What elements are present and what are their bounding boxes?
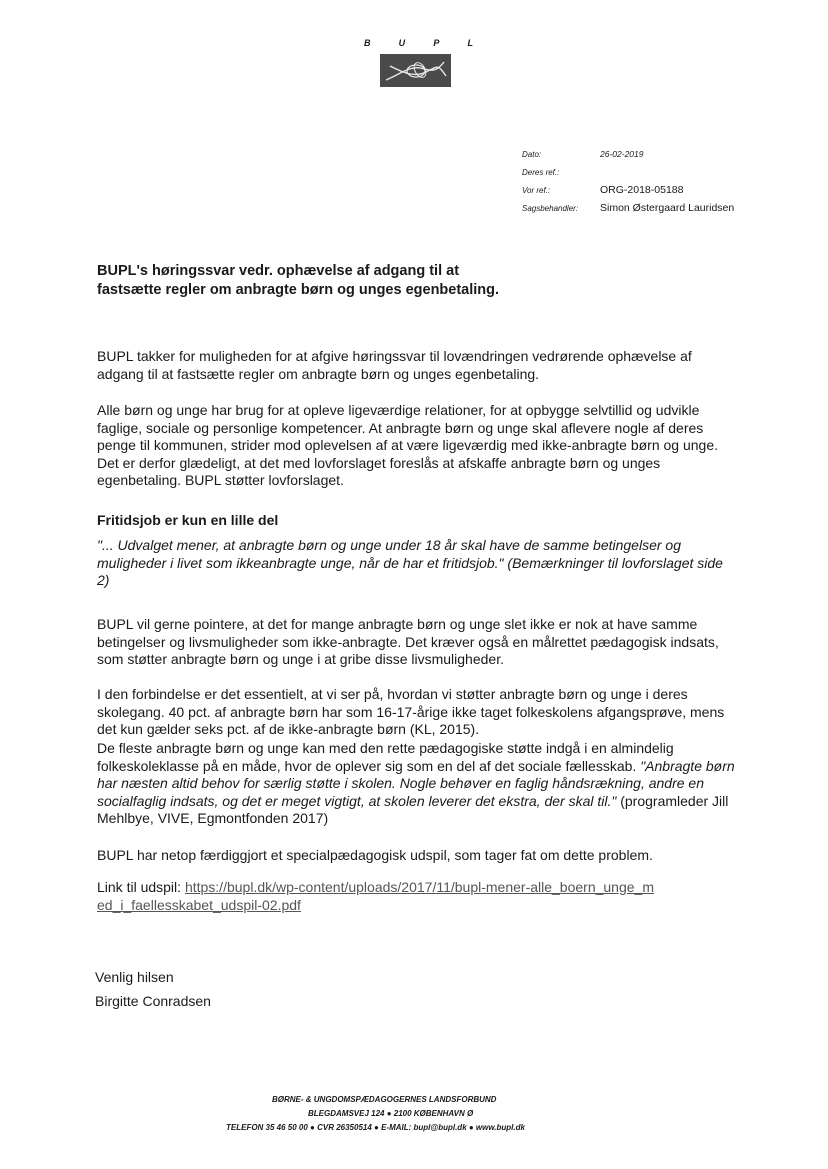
document-title: BUPL's høringssvar vedr. ophævelse af adgang til at fastsætte regler om anbragte børn og unges egenbetaling. xyxy=(97,263,500,298)
intro-paragraph: BUPL takker for muligheden for at afgive høringssvar til lovændringen vedrørende ophævelse af adgang til at fastsætte regler om anbragte børn og unges egenbetaling. xyxy=(97,348,692,382)
meta-label: Deres ref.: xyxy=(522,167,560,177)
logo-letters xyxy=(364,38,474,48)
meta-our-ref xyxy=(522,181,734,199)
classroom-quote: "Anbragte børn har næsten altid behov for særlig støtte i skolen. Nogle behøver en faglig håndsrækning, andre en socialfaglig indsats, og det er meget vigtigt, at skolen leverer det ekstra, der skal til." xyxy=(97,757,735,809)
meta-case-handler xyxy=(522,199,734,217)
greeting: Venlig hilsen xyxy=(95,969,174,985)
meta-value: 26-02-2019 xyxy=(600,149,644,159)
meta-label: Dato: xyxy=(522,149,542,159)
paragraph-proposal: BUPL har netop færdiggjort et specialpædagogisk udspil, som tager fat om dette problem. xyxy=(97,847,653,863)
section-heading: Fritidsjob er kun en lille del xyxy=(97,512,279,528)
logo-letter-l: L xyxy=(467,38,474,48)
meta-their-ref xyxy=(522,163,734,181)
meta-label: Sagsbehandler: xyxy=(522,203,579,213)
footer-org-name: BØRNE- & UNGDOMSPÆDAGOGERNES LANDSFORBUND xyxy=(272,1095,497,1104)
logo-letter-p: P xyxy=(433,38,441,48)
classroom-text: De fleste anbragte børn og unge kan med den rette pædagogiske støtte indgå i en almindelig folkeskoleklasse på en måde, hvor de oplever sig som en del af det sociale fællesskab. xyxy=(97,740,674,774)
paragraph-classroom xyxy=(97,740,737,828)
footer-address: BLEGDAMSVEJ 124 ● 2100 KØBENHAVN Ø xyxy=(308,1109,474,1118)
meta-value: ORG-2018-05188 xyxy=(600,184,684,196)
meta-label: Vor ref.: xyxy=(522,185,551,195)
signer-name: Birgitte Conradsen xyxy=(95,993,211,1009)
link-paragraph xyxy=(97,879,657,914)
paragraph-equality: Alle børn og unge har brug for at opleve ligeværdige relationer, for at opbygge selvtillid og udvikle faglige, sociale og personlige kompetencer. At anbragte børn og unge skal aflevere nogle af deres penge til kommunen, strider mod oplevelsen af at være ligeværdig med ikke-anbragte børn og unge. Det er derfor glædeligt, at det med lovforslaget foreslås at afskaffe anbragte børn og unges egenbetaling. BUPL støtter lovforslaget. xyxy=(97,402,718,488)
proposal-link[interactable]: https://bupl.dk/wp-content/uploads/2017/11/bupl-mener-alle_boern_unge_med_i_faellesskabet_udspil-02.pdf xyxy=(97,879,654,913)
classroom-source: (programleder Jill Mehlbye, VIVE, Egmontfonden 2017) xyxy=(97,792,729,826)
paragraph-pedagogical-effort: BUPL vil gerne pointere, at det for mange anbragte børn og unge slet ikke er nok at have samme betingelser og livsmuligheder som ikke-anbragte. Det kræver også en målrettet pædagogisk indsats, som støtter anbragte børn og unge i at gribe disse livsmuligheder. xyxy=(97,616,719,667)
footer-contact: TELEFON 35 46 50 00 ● CVR 26350514 ● E-MAIL: bupl@bupl.dk ● www.bupl.dk xyxy=(226,1123,525,1132)
meta-date xyxy=(522,145,734,163)
paragraph-schooling: I den forbindelse er det essentielt, at vi ser på, hvordan vi støtter anbragte børn og unge i deres skolegang. 40 pct. af anbragte børn har som 16-17-årige ikke taget folkeskolens afgangsprøve, mens det kun gælder seks pct. af de ikke-anbragte børn (KL, 2015). xyxy=(97,686,725,737)
quote-paragraph: "... Udvalget mener, at anbragte børn og unge under 18 år skal have de samme betingelser og muligheder i livet som ikkeanbragte unge, når de har et fritidsjob." (Bemærkninger til lovforslaget side 2) xyxy=(97,537,723,588)
logo-knot-icon xyxy=(380,54,451,87)
logo-letter-u: U xyxy=(398,38,407,48)
document-meta xyxy=(522,145,734,217)
link-label: Link til udspil: xyxy=(97,879,185,895)
meta-value: Simon Østergaard Lauridsen xyxy=(600,202,735,214)
logo-letter-b: B xyxy=(364,38,372,48)
